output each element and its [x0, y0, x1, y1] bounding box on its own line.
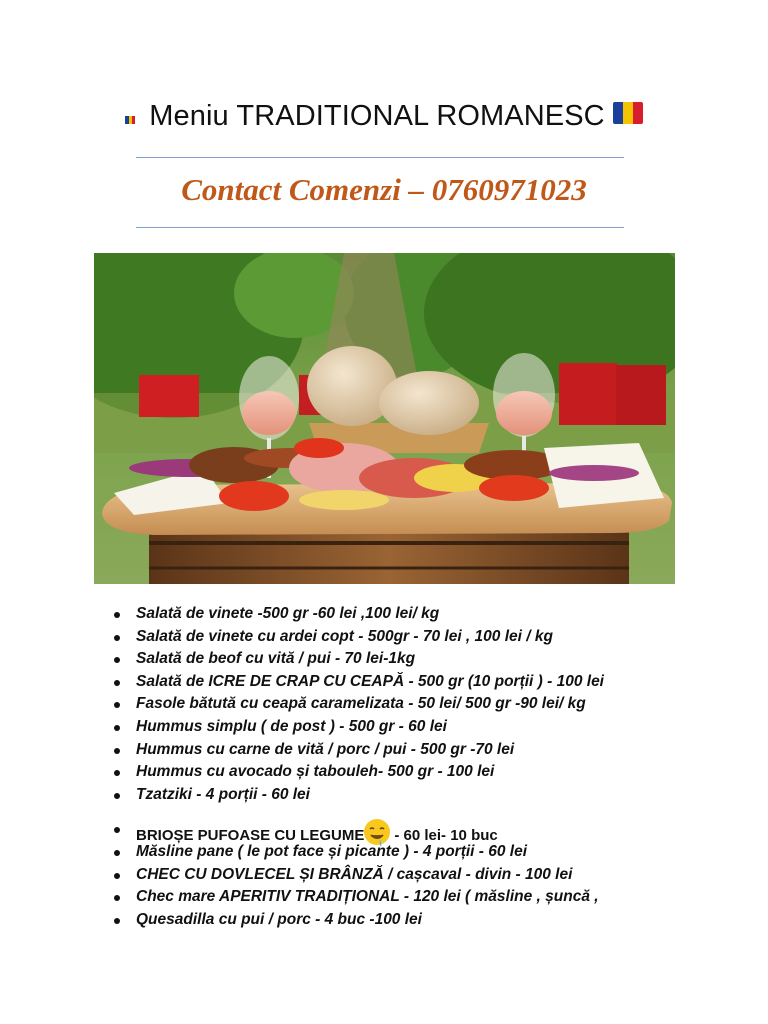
- bullet: [114, 702, 120, 708]
- menu-item: [110, 909, 730, 932]
- menu-item: [110, 761, 730, 784]
- menu-item: [110, 818, 730, 845]
- contact-line: Contact Comenzi – 0760971023: [181, 172, 587, 207]
- bullet: [114, 918, 120, 924]
- bullet: [114, 770, 120, 776]
- menu-item: [110, 886, 730, 909]
- menu-item: [110, 841, 730, 864]
- menu-item-text: Salată de beof cu vită / pui - 70 lei-1kg: [136, 650, 416, 668]
- menu-item-text: - 60 lei- 10 buc: [394, 827, 498, 845]
- bullet: [114, 873, 120, 879]
- menu-item-text: BRIOȘE PUFOASE CU LEGUME: [136, 827, 365, 845]
- menu-item-text: Quesadilla cu pui / porc - 4 buc -100 lei: [136, 910, 422, 928]
- menu-item-text: Salată de ICRE DE CRAP CU CEAPĂ - 500 gr (10 porții ) - 100 lei: [136, 672, 604, 690]
- menu-list: [110, 603, 730, 931]
- bullet: [114, 748, 120, 754]
- romania-flag-icon: [125, 116, 135, 124]
- page-title-row: [0, 96, 768, 136]
- bullet: [114, 895, 120, 901]
- romania-flag-icon: [613, 102, 643, 124]
- menu-item: [110, 648, 730, 671]
- menu-item: [110, 864, 730, 887]
- menu-item-text: Fasole bătută cu ceapă caramelizata - 50 lei/ 500 gr -90 lei/ kg: [136, 695, 586, 713]
- divider-top: [136, 157, 624, 158]
- page-title: Meniu TRADITIONAL ROMANESC: [149, 99, 605, 132]
- menu-item-text: CHEC CU DOVLECEL ȘI BRÂNZĂ / cașcaval - divin - 100 lei: [136, 865, 573, 883]
- food-platter-photo: [94, 253, 675, 584]
- bullet: [114, 793, 120, 799]
- menu-item-text: Chec mare APERITIV TRADIȚIONAL - 120 lei ( măsline , șuncă ,: [136, 888, 599, 906]
- bullet: [114, 827, 120, 833]
- menu-item-text: Salată de vinete cu ardei copt - 500gr - 70 lei , 100 lei / kg: [136, 627, 553, 645]
- menu-item-text: Hummus cu avocado și tabouleh- 500 gr - 100 lei: [136, 763, 495, 781]
- menu-item: [110, 716, 730, 739]
- menu-item-text: Măsline pane ( le pot face și picante ) - 4 porții - 60 lei: [136, 842, 528, 860]
- menu-item: [110, 739, 730, 762]
- bullet: [114, 680, 120, 686]
- bullet: [114, 635, 120, 641]
- bullet: [114, 725, 120, 731]
- bullet: [114, 612, 120, 618]
- bullet: [114, 850, 120, 856]
- menu-item-text: Salată de vinete -500 gr -60 lei ,100 lei/ kg: [136, 605, 440, 622]
- menu-item: [110, 671, 730, 694]
- bullet: [114, 657, 120, 663]
- menu-item: [110, 784, 730, 807]
- menu-item-text: Tzatziki - 4 porții - 60 lei: [136, 785, 310, 803]
- menu-item: [110, 626, 730, 649]
- menu-item: [110, 603, 730, 626]
- menu-item: [110, 693, 730, 716]
- menu-item-text: Hummus simplu ( de post ) - 500 gr - 60 lei: [136, 717, 447, 735]
- menu-item-text: Hummus cu carne de vită / porc / pui - 500 gr -70 lei: [136, 740, 515, 758]
- divider-bottom: [136, 227, 624, 228]
